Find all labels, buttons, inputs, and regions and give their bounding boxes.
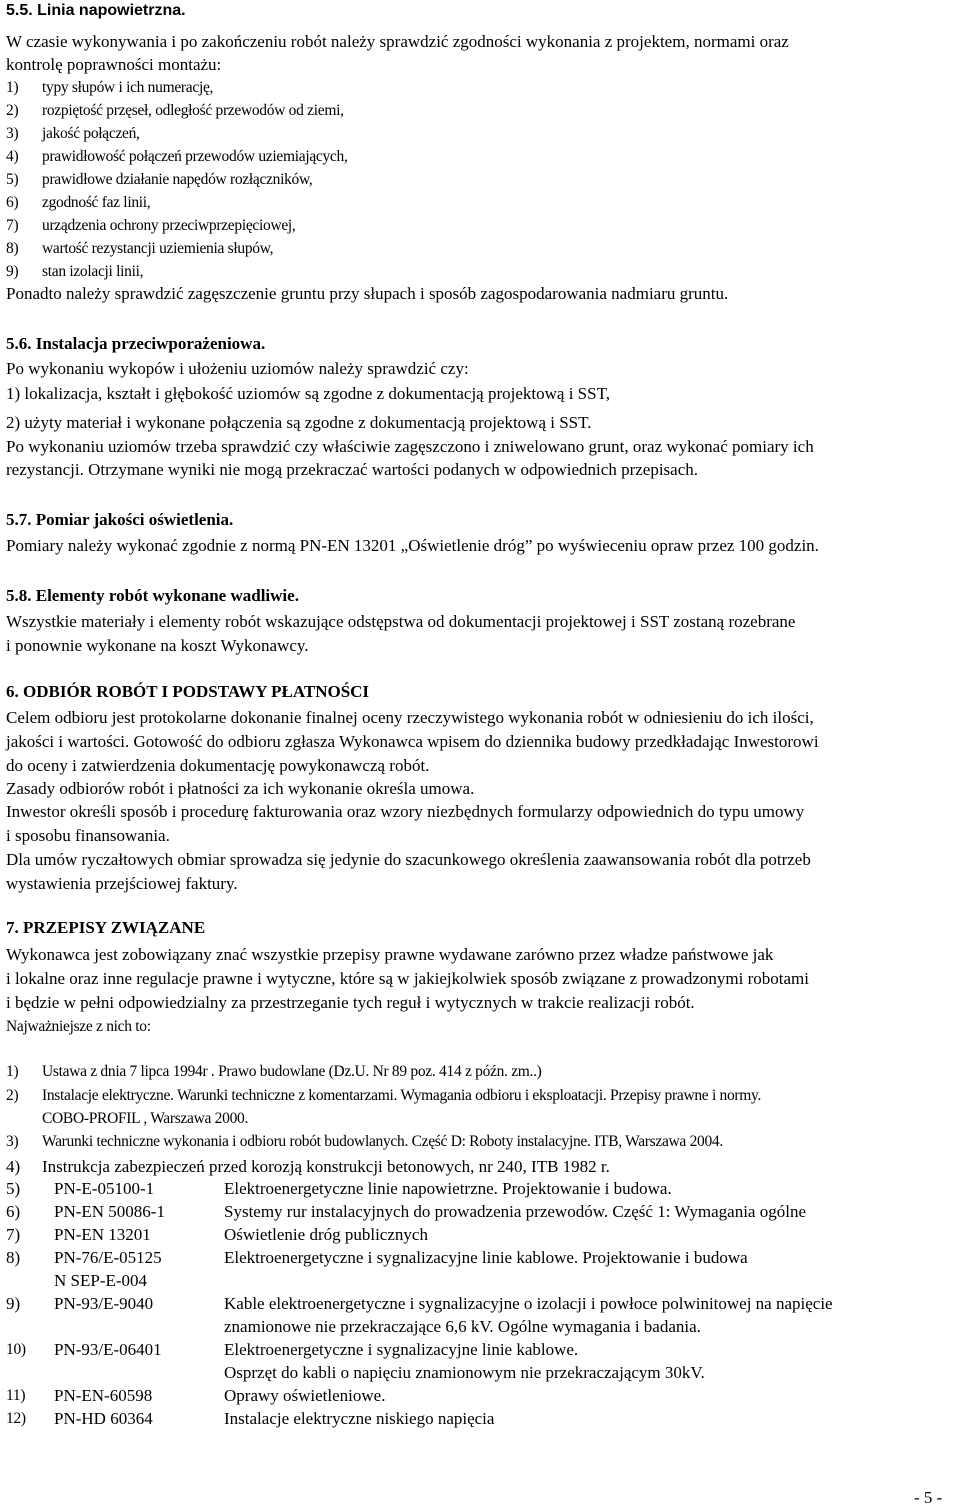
paragraph-line: Wszystkie materiały i elementy robót wskazujące odstępstwa od dokumentacji projektowej i SST zostaną rozebrane (6, 612, 796, 631)
list-number: 5) (6, 171, 19, 188)
list-number: 3) (6, 125, 19, 142)
standard-description: Osprzęt do kabli o napięciu znamionowym nie przekraczającym 30kV. (224, 1363, 705, 1382)
reference-number: 2) (6, 1087, 19, 1104)
list-item (6, 100, 946, 122)
list-text: prawidłowe działanie napędów rozłączników, (42, 171, 313, 188)
standard-description: Systemy rur instalacyjnych do prowadzenia przewodów. Część 1: Wymagania ogólne (224, 1202, 807, 1221)
standard-item (6, 1270, 956, 1292)
standard-item (6, 1385, 956, 1407)
paragraph-line: Inwestor określi sposób i procedurę fakturowania oraz wzory niezbędnych formularzy odpowiednich do typu umowy (6, 802, 805, 821)
list-item: 1) lokalizacja, kształt i głębokość uziomów są zgodne z dokumentacją projektową i SST, (6, 384, 610, 403)
list-text: stan izolacji linii, (42, 263, 144, 280)
standard-description: Oświetlenie dróg publicznych (224, 1225, 428, 1244)
reference-number: 3) (6, 1133, 19, 1150)
standard-number: 7) (6, 1225, 21, 1244)
standard-code: PN-EN 13201 (54, 1225, 151, 1244)
standard-item (6, 1316, 956, 1338)
list-number: 2) (6, 102, 19, 119)
paragraph-line: Po wykonaniu uziomów trzeba sprawdzić czy właściwie zagęszczono i zniwelowano grunt, oraz wykonać pomiary ich (6, 437, 814, 456)
standard-code: N SEP-E-004 (54, 1271, 148, 1290)
list-text: wartość rezystancji uziemienia słupów, (42, 240, 274, 257)
reference-text: Instalacje elektryczne. Warunki techniczne z komentarzami. Wymagania odbioru i eksploatacji. Przepisy prawne i normy. (42, 1087, 762, 1104)
standard-number: 10) (6, 1341, 26, 1358)
standard-number: 9) (6, 1294, 21, 1313)
paragraph-line: Po wykonaniu wykopów i ułożeniu uziomów należy sprawdzić czy: (6, 359, 469, 378)
standard-description: znamionowe nie przekraczające 6,6 kV. Ogólne wymagania i badania. (224, 1317, 701, 1336)
paragraph-line: i będzie w pełni odpowiedzialny za przestrzeganie tych reguł i wytycznych w trakcie realizacji robót. (6, 993, 695, 1012)
paragraph-line: jakości i wartości. Gotowość do odbioru zgłasza Wykonawca wpisem do dziennika budowy przedkładając Inwestorowi (6, 732, 819, 751)
standard-code: PN-EN-60598 (54, 1386, 153, 1405)
standard-item (6, 1293, 956, 1315)
paragraph-line: Zasady odbiorów robót i płatności za ich wykonanie określa umowa. (6, 779, 475, 798)
list-item (6, 123, 946, 145)
standard-description: Oprawy oświetleniowe. (224, 1386, 386, 1405)
standard-description: Elektroenergetyczne linie napowietrzne. Projektowanie i budowa. (224, 1179, 672, 1198)
list-item (6, 192, 946, 214)
standard-code: PN-93/E-06401 (54, 1340, 162, 1359)
paragraph-line: i sposobu finansowania. (6, 826, 170, 845)
paragraph-line: i ponownie wykonane na koszt Wykonawcy. (6, 636, 309, 655)
standard-code: PN-EN 50086-1 (54, 1202, 165, 1221)
paragraph-line: i lokalne oraz inne regulacje prawne i wytyczne, które są w jakiejkolwiek sposób związane z prowadzonymi robotami (6, 969, 809, 988)
list-item (6, 169, 946, 191)
reference-text: Instrukcja zabezpieczeń przed korozją konstrukcji betonowych, nr 240, ITB 1982 r. (42, 1157, 610, 1176)
paragraph-line: wystawienia przejściowej faktury. (6, 874, 238, 893)
standard-number: 6) (6, 1202, 21, 1221)
list-number: 6) (6, 194, 19, 211)
reference-text: COBO-PROFIL , Warszawa 2000. (42, 1110, 249, 1127)
reference-text: Ustawa z dnia 7 lipca 1994r . Prawo budowlane (Dz.U. Nr 89 poz. 414 z późn. zm..) (42, 1063, 542, 1080)
standard-description: Elektroenergetyczne i sygnalizacyjne linie kablowe. (224, 1340, 579, 1359)
paragraph-line: Ponadto należy sprawdzić zagęszczenie gruntu przy słupach i sposób zagospodarowania nadmiaru gruntu. (6, 284, 729, 303)
list-number: 4) (6, 148, 19, 165)
list-text: urządzenia ochrony przeciwprzepięciowej, (42, 217, 296, 234)
list-text: jakość połączeń, (42, 125, 140, 142)
list-number: 9) (6, 263, 19, 280)
standard-item (6, 1362, 956, 1384)
paragraph-line: Celem odbioru jest protokolarne dokonanie finalnej oceny rzeczywistego wykonania robót w odniesieniu do ich ilości, (6, 708, 814, 727)
reference-item (6, 1085, 956, 1107)
standard-code: PN-76/E-05125 (54, 1248, 162, 1267)
list-text: typy słupów i ich numerację, (42, 79, 214, 96)
standard-description: Elektroenergetyczne i sygnalizacyjne linie kablowe. Projektowanie i budowa (224, 1248, 748, 1267)
paragraph-line: Dla umów ryczałtowych obmiar sprowadza się jedynie do szacunkowego określenia zaawansowania robót dla potrzeb (6, 850, 811, 869)
standard-item (6, 1339, 956, 1361)
reference-number: 1) (6, 1063, 19, 1080)
reference-item (6, 1108, 956, 1130)
section-heading-6: 6. ODBIÓR ROBÓT I PODSTAWY PŁATNOŚCI (6, 682, 370, 701)
standard-number: 12) (6, 1410, 26, 1427)
list-item (6, 261, 946, 283)
reference-item (6, 1061, 956, 1083)
standard-description: Instalacje elektryczne niskiego napięcia (224, 1409, 495, 1428)
list-number: 8) (6, 240, 19, 257)
standard-code: PN-E-05100-1 (54, 1179, 155, 1198)
list-text: zgodność faz linii, (42, 194, 151, 211)
standard-code: PN-HD 60364 (54, 1409, 153, 1428)
paragraph-line: Pomiary należy wykonać zgodnie z normą PN-EN 13201 „Oświetlenie dróg” po wyświeceniu opraw przez 100 godzin. (6, 536, 819, 555)
standard-item (6, 1224, 956, 1246)
list-item (6, 215, 946, 237)
section-heading-5-5: 5.5. Linia napowietrzna. (6, 2, 186, 19)
page-number: - 5 - (914, 1488, 943, 1507)
reference-item (6, 1131, 956, 1153)
paragraph-line: Wykonawca jest zobowiązany znać wszystkie przepisy prawne wydawane zarówno przez władze państwowe jak (6, 945, 774, 964)
reference-number: 4) (6, 1157, 21, 1176)
list-item (6, 238, 946, 260)
list-text: rozpiętość przęseł, odległość przewodów od ziemi, (42, 102, 344, 119)
section-heading-5-8: 5.8. Elementy robót wykonane wadliwie. (6, 586, 299, 605)
standard-number: 11) (6, 1387, 26, 1404)
paragraph-line: W czasie wykonywania i po zakończeniu robót należy sprawdzić zgodności wykonania z projektem, normami oraz (6, 32, 789, 51)
paragraph-line: rezystancji. Otrzymane wyniki nie mogą przekraczać wartości podanych w odpowiednich przepisach. (6, 460, 699, 479)
list-number: 7) (6, 217, 19, 234)
standard-code: PN-93/E-9040 (54, 1294, 154, 1313)
section-heading-5-7: 5.7. Pomiar jakości oświetlenia. (6, 510, 234, 529)
standard-description: Kable elektroenergetyczne i sygnalizacyjne o izolacji i powłoce polwinitowej na napięcie (224, 1294, 833, 1313)
list-item: 2) użyty materiał i wykonane połączenia są zgodne z dokumentacją projektową i SST. (6, 413, 592, 432)
list-item (6, 77, 946, 99)
section-heading-7: 7. PRZEPISY ZWIĄZANE (6, 918, 206, 937)
standard-item (6, 1408, 956, 1430)
standard-item (6, 1201, 956, 1223)
standard-number: 5) (6, 1179, 21, 1198)
paragraph-line: do oceny i zatwierdzenia dokumentację powykonawczą robót. (6, 756, 430, 775)
list-number: 1) (6, 79, 19, 96)
list-item (6, 146, 946, 168)
standard-item (6, 1178, 956, 1200)
references-subheading: Najważniejsze z nich to: (6, 1018, 151, 1035)
paragraph-line: kontrolę poprawności montażu: (6, 55, 222, 74)
standard-number: 8) (6, 1248, 21, 1267)
list-text: prawidłowość połączeń przewodów uziemiających, (42, 148, 348, 165)
reference-item (6, 1156, 956, 1178)
standard-item (6, 1247, 956, 1269)
reference-text: Warunki techniczne wykonania i odbioru robót budowlanych. Część D: Roboty instalacyjne. ITB, Warszawa 2004. (42, 1133, 723, 1150)
section-heading-5-6: 5.6. Instalacja przeciwporażeniowa. (6, 334, 266, 353)
